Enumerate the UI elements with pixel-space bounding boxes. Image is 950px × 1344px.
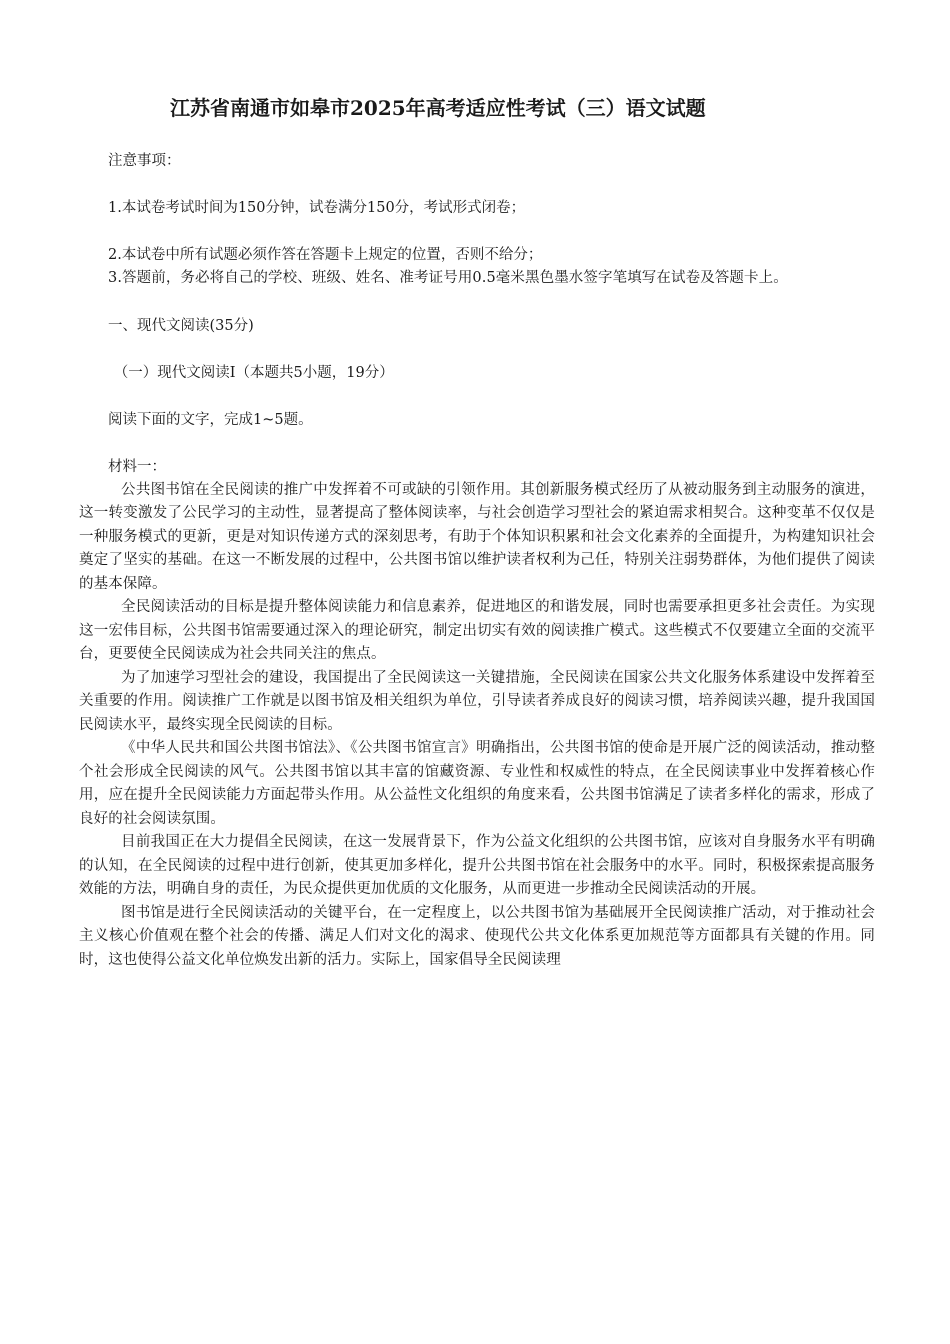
paragraph-4: 《中华人民共和国公共图书馆法》、《公共图书馆宣言》明确指出，公共图书馆的使命是开展广泛的阅读活动，推动整个社会形成全民阅读的风气。公共图书馆以其丰富的馆藏资源、专业性和权威性的特点，在全民阅读事业中发挥着核心作用，应在提升全民阅读能力方面起带头作用。从公益性文化组织的角度来看，公共图书馆满足了读者多样化的需求，形成了良好的社会阅读氛围。 — [79, 740, 875, 827]
paragraph-5: 目前我国正在大力提倡全民阅读，在这一发展背景下，作为公益文化组织的公共图书馆，应该对自身服务水平有明确的认知，在全民阅读的过程中进行创新，使其更加多样化，提升公共图书馆在社会服务中的水平。同时，积极探索提高服务效能的方法，明确自身的责任，为民众提供更加优质的文化服务，从而更进一步推动全民阅读活动的开展。 — [79, 834, 875, 897]
section-heading: 一、现代文阅读(35分) — [108, 317, 254, 334]
document-title: 江苏省南通市如皋市2025年高考适应性考试（三）语文试题 — [170, 96, 706, 120]
subsection-heading: （一）现代文阅读Ⅰ（本题共5小题，19分） — [113, 364, 394, 381]
paragraph-6: 图书馆是进行全民阅读活动的关键平台，在一定程度上，以公共图书馆为基础展开全民阅读推广活动，对于推动社会主义核心价值观在整个社会的传播、满足人们对文化的渴求、使现代公共文化体系更加规范等方面都具有关键的作用。同时，这也使得公益文化单位焕发出新的活力。实际上，国家倡导全民阅读理 — [79, 904, 875, 968]
paragraph-1: 公共图书馆在全民阅读的推广中发挥着不可或缺的引领作用。其创新服务模式经历了从被动服务到主动服务的演进，这一转变激发了公民学习的主动性，显著提高了整体阅读率，与社会创造学习型社会的紧迫需求相契合。这种变革不仅仅是一种服务模式的更新，更是对知识传递方式的深刻思考，有助于个体知识积累和社会文化素养的全面提升，为构建知识社会奠定了坚实的基础。在这一不断发展的过程中，公共图书馆以维护读者权利为己任，特别关注弱势群体，为他们提供了阅读的基本保障。 — [79, 481, 875, 592]
notice-item-2: 2.本试卷中所有试题必须作答在答题卡上规定的位置，否则不给分； — [108, 247, 543, 263]
notice-item-3: 3.答题前，务必将自己的学校、班级、姓名、准考证号用0.5毫米黑色墨水签字笔填写在试卷及答题卡上。 — [108, 270, 788, 286]
paragraph-3: 为了加速学习型社会的建设，我国提出了全民阅读这一关键措施，全民阅读在国家公共文化服务体系建设中发挥着至关重要的作用。阅读推广工作就是以图书馆及相关组织为单位，引导读者养成良好的阅读习惯，培养阅读兴趣，提升我国国民阅读水平，最终实现全民阅读的目标。 — [79, 669, 875, 733]
notice-heading: 注意事项： — [108, 153, 181, 169]
document-body — [79, 150, 875, 972]
notice-item-1: 1.本试卷考试时间为150分钟，试卷满分150分，考试形式闭卷； — [108, 200, 526, 216]
paragraph-2: 全民阅读活动的目标是提升整体阅读能力和信息素养，促进地区的和谐发展，同时也需要承担更多社会责任。为实现这一宏伟目标，公共图书馆需要通过深入的理论研究，制定出切实有效的阅读推广模式。这些模式不仅要建立全面的交流平台，更要使全民阅读成为社会共同关注的焦点。 — [79, 599, 875, 662]
reading-instruction: 阅读下面的文字，完成1~5题。 — [108, 411, 313, 428]
material-label: 材料一： — [108, 458, 166, 475]
